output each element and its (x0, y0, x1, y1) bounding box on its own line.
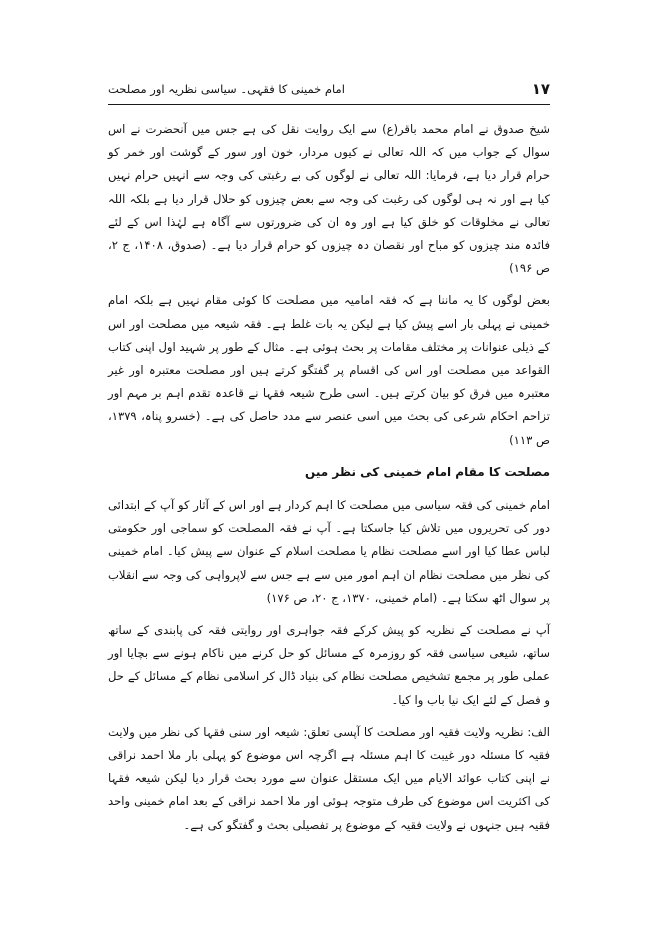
running-title: امام خمینی کا فقہی۔ سیاسی نظریہ اور مصلحت (108, 82, 345, 96)
paragraph-maslahat-in-imamiyya: بعض لوگوں کا یہ ماننا ہے کہ فقہ امامیہ میں مصلحت کا کوئی مقام نہیں ہے بلکہ امام خمینی نے پہلی بار اسے پیش کیا ہے لیکن یہ بات غلط ہے۔ فقہ شیعہ میں مصلحت اور اس کے ذیلی عنوانات پر مختلف مقامات پر بحث ہوئی ہے۔ مثال کے طور پر شہید اول اپنی کتاب القواعد میں مصلحت اور اس کی اقسام پر گفتگو کرتے ہیں اور مصلحت معتبرہ اور غیر معتبرہ میں فرق کو بیان کرتے ہیں۔ اسی طرح شیعہ فقہا نے قاعدہ تقدم اہم بر مہم اور تزاحم احکام شرعی کی بحث میں اسی عنصر سے مدد حاصل کی ہے۔ (خسرو پناہ، ۱۳۷۹، ص ۱۱۳) (108, 293, 550, 447)
section-heading: مصلحت کا مقام امام خمینی کی نظر میں (305, 464, 550, 479)
paragraph-expediency-council: آپ نے مصلحت کے نظریہ کو پیش کرکے فقہ جواہری اور روایتی فقہ کی پابندی کے ساتھ ساتھ، شیعی سیاسی فقہ کو روزمرہ کے مسائل کو حل کرنے میں ناکام ہونے سے بچایا اور عملی طور پر مجمع تشخیص مصلحت نظام کی بنیاد ڈال کر اسلامی نظام کے مسائل کے حل و فصل کے لئے ایک نیا باب وا کیا۔ (108, 623, 550, 707)
page-body (108, 118, 550, 846)
paragraph-khomeini-political-fiqh: امام خمینی کی فقہ سیاسی میں مصلحت کا اہم کردار ہے اور اس کے آثار کو آپ کے ابتدائی دور کی تحریروں میں تلاش کیا جاسکتا ہے۔ آپ نے فقہ المصلحت کو سماجی اور حکومتی لباس عطا کیا اور اسے مصلحت نظام یا مصلحت اسلام کے عنوان سے پیش کیا۔ امام خمینی کی نظر میں مصلحت نظام ان اہم امور میں سے ہے جس سے لاپرواہی کی وجہ سے انقلاب پر سوال اٹھ سکتا ہے۔ (امام خمینی، ۱۳۷۰، ج ۲۰، ص ۱۷۶) (108, 498, 550, 605)
paragraph-saduq-narration: شیخ صدوق نے امام محمد باقر(ع) سے ایک روایت نقل کی ہے جس میں آنحضرت نے اس سوال کے جواب میں کہ اللہ تعالی نے کیوں مردار، خون اور سور کے گوشت اور خمر کو حرام قرار دیا ہے، فرمایا: اللہ تعالی نے لوگوں کی بے رغبتی کی وجہ سے انہیں حرام نہیں کیا ہے اور نہ ہی لوگوں کی رغبت کی وجہ سے بعض چیزوں کو حلال قرار دیا ہے بلکہ اللہ تعالی نے مخلوقات کو خلق کیا ہے اور وہ ان کی ضرورتوں سے آگاہ ہے لہٰذا اس کے لئے فائدہ مند چیزوں کو مباح اور نقصان دہ چیزوں کو حرام قرار دیا ہے۔ (صدوق، ۱۴۰۸، ج ۲، ص ۱۹۶) (108, 122, 550, 276)
page-number: ۱۷ (531, 80, 550, 98)
paragraph-wilayat-faqih: الف: نظریہ ولایت فقیہ اور مصلحت کا آپسی تعلق: شیعہ اور سنی فقہا کی نظر میں ولایت فقیہ کا مسئلہ دور غیبت کا اہم مسئلہ ہے اگرچہ اس موضوع کو پہلی بار ملا احمد نراقی نے اپنی کتاب عوائد الایام میں ایک مستقل عنوان سے مورد بحث قرار دیا لیکن شیعہ فقہا کی اکثریت اس موضوع کی طرف متوجہ ہوئی اور ملا احمد نراقی کے بعد امام خمینی واحد فقیہ ہیں جنہوں نے ولایت فقیہ کے موضوع پر تفصیلی بحث و گفتگو کی ہے۔ (108, 724, 550, 832)
page-header (108, 78, 550, 102)
header-rule (108, 104, 550, 105)
